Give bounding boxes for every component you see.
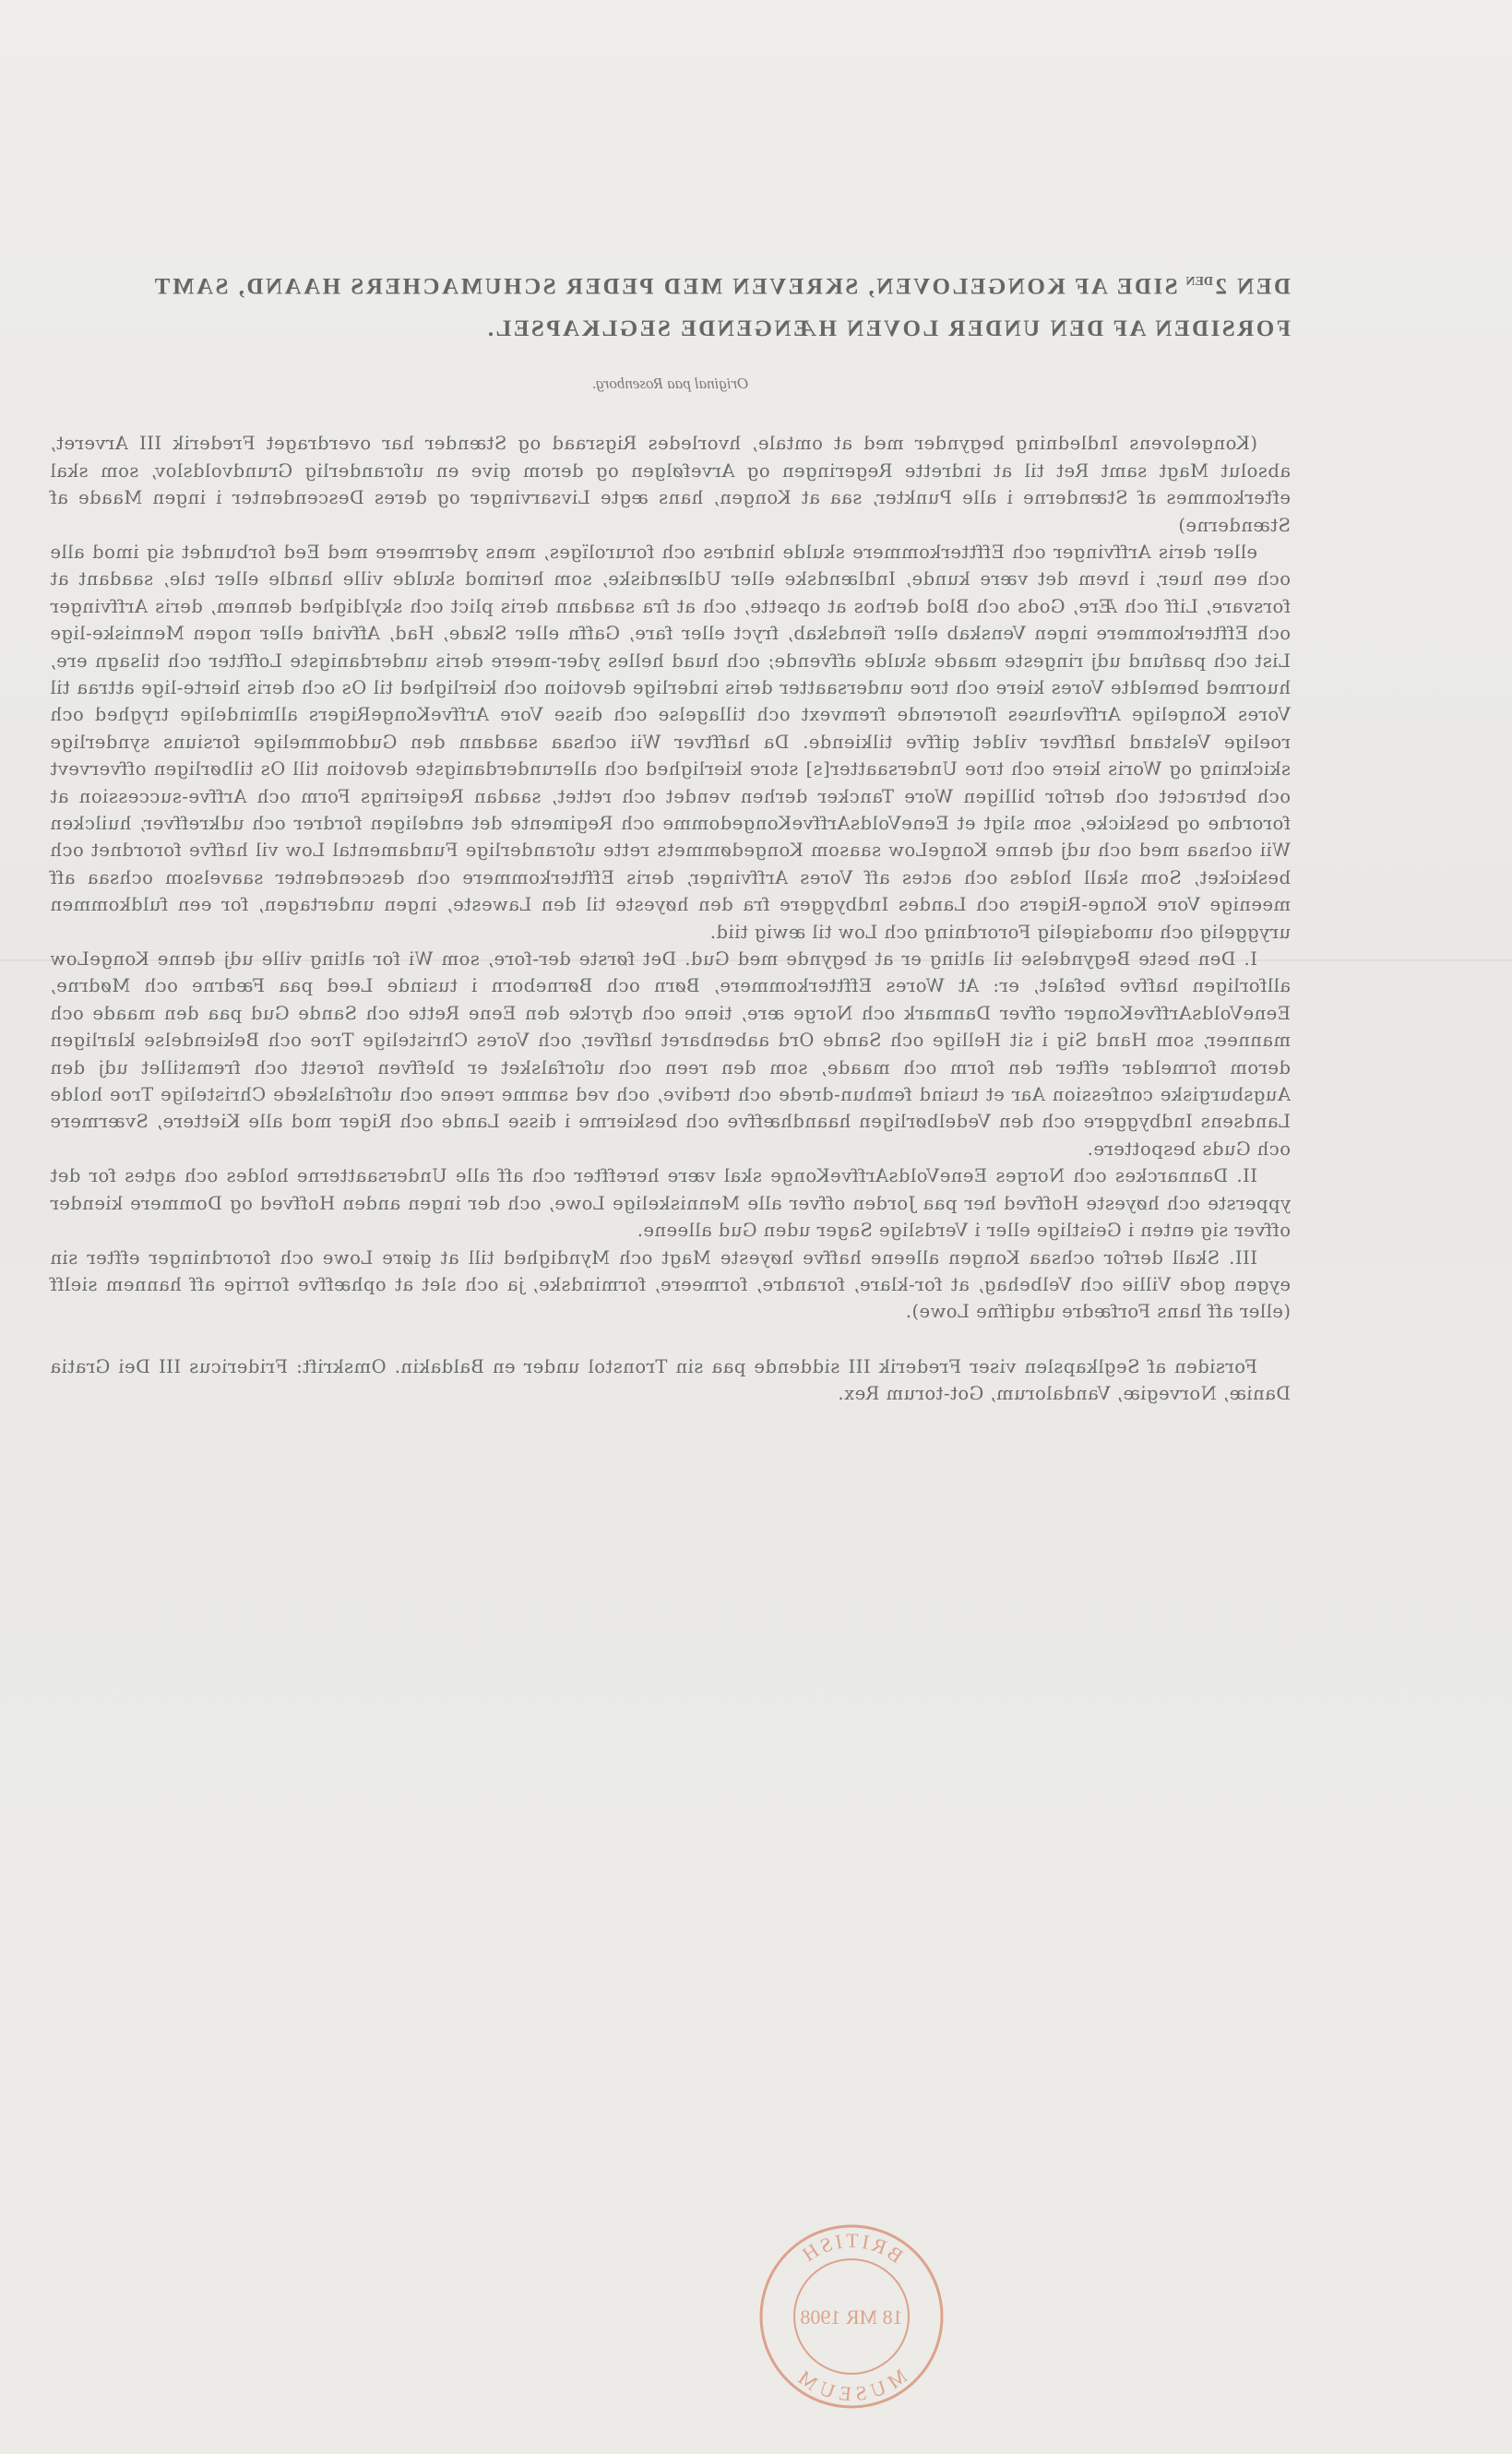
british-museum-stamp <box>755 2220 948 2413</box>
paragraph-preamble: eller deris Arffvinger och Efftterkommere skulde hindres och forurolïges, mens ydermeere med Eed forbundet sig imod alle och een huer, i hvem det være kunde, Indlændske eller Udlændiske, som herimod skulde ville handle eller tale, saadant at forsvare, Liff och Ære, Gods och Blod derhos at opsette, och at fra saadann deris plict och skyldighed dennem, deris Arffvinger och Efftterkommere ingen Venskab eller fiendskab, fryct eller fare, Gaffn eller Skade, Had, Affvind eller nogen Menniske-lige List och paafund udj ringeste maade skulde affvende; och huad helles yder-meere deris underdanigste Lofftter och tilsagn ere, huormed bemeldte Vores kiere och troe undersaatter deris inderlige devotion och kierlighed til Os och deris hierte-lige attraa til Vores Kongelige Arffvehuses florerende fremvext och tillagelse och disse Vore ArffveKongeRigers allmindelige tryghed och roelige Velstand hafftver vildet giffve tilkiende. Da hafftver Wii ochsaa saadann den Guddommelige forsiuns synderlige skickning og Woris kiere och troe Undersaatter[s] store kierlighed och allerunderdanigste devotion till Os tilbørligen offvervevt och betractet och derfor billigen Wore Tancker derhen vendet och rettet, saadan Regierings Form och Arffve-succession at forordne og beskicke, som sligt et EeneVoldsArffveKongedomme och Regimente det endeligen fordrer och udkreffver, huilcken Wii ochsaa med och udj denne KongeLow saasom Kongedømmets rette uforanderlige Fundamental Low vil haffve forordnet och beskicket, Som skall holdes och actes aff Vores Arffvinger, deris Efftterkommere och descendenter saavelsom ochsaa aff meenige Vore Konge-Rigers och Landes Indbyggere fra den høyeste til den Laweste, ingen undertagen, for een fuldkommen uryggelig och umodsigelig Forordning och Low til æwig tiid. <box>50 541 1291 943</box>
paragraph-article-2: II. Dannarckes och Norges EeneVoldsArffveKonge skal være hereffter och aff alle Undersaatterne holdes och agtes for det ypperste och høyeste Hoffved her paa Jorden offver alle Menniskelige Lowe, och der ingen anden Hoffved og Dommere kiender offver sig enten i Geistlige eller i Verdslige Sager uden Gud alleene. <box>50 1165 1291 1242</box>
heading-prefix: DEN 2 <box>1212 274 1291 300</box>
heading-rest: SIDE AF KONGELOVEN, SKREVEN MED PEDER SCHUMACHERS HAAND, SAMT FORSIDEN AF DEN UNDER LOVEN HÆNGENDE SEGLKAPSEL. <box>152 274 1291 342</box>
page-content <box>50 261 1291 1408</box>
stamp-bottom-text: MUSEUM <box>792 2364 911 2406</box>
document-body <box>50 430 1291 1325</box>
heading-superscript: DEN <box>1185 275 1213 289</box>
document-subtitle: Original paa Rosenborg. <box>591 375 749 393</box>
stamp-top-text: BRITISH <box>795 2228 908 2268</box>
stamp-date-text: 18 MR 1908 <box>800 2305 903 2329</box>
paragraph-article-1: I. Den beste Begyndelse til alting er at begynde med Gud. Det første der-fore, som Wi for alting ville udj denne KongeLow allforligen haffve befalet, er: At Wores Efftterkommere, Børn och Børneborn i tusinde Leed paa Fædrne och Mødrne, EeneVoldsArffveKonger offver Danmark och Norge ære, tiene och dyrcke den Eene Rette och Sande Gud paa den maade och manneer, som Hand Sig i sit Hellige och Sande Ord aabenbaret haffver, och Vores Christelige Troe och Bekiendelse klarligen derom formelder effter den form och maade, som den reen och uforfalsket er bleffven forestt och fremstillet udj den Augsburgiske confession Aar et tusind femhun-drede och tredive, och ved samme reene och uforfalskede Christelige Troe holde Landsens Indbyggere och den Vedelbørligen haandhæffve och beskierme i disse Lande och Riger mod alle Kiettere, Sværmere och Guds bespottere. <box>50 948 1291 1160</box>
paragraph-introduction: (Kongelovens Indledning begynder med at omtale, hvorledes Rigsraad og Stænder har overdraget Frederik III Arveret, absolut Magt samt Ret til at indrette Regeringen og Arvefølgen og derom give en uforanderlig Grundvoldslov, som skal efterkommes af Stænderne i alle Punkter, saa at Kongen, hans ægte Livsarvinger og deres Descendenter i ingen Maade af Stænderne) <box>50 433 1291 536</box>
document-heading <box>50 261 1291 351</box>
seal-obverse-note: Forsiden af Seglkapslen viser Frederik III siddende paa sin Tronstol under en Baldakin. Omskrift: Fridericus III Dei Gratia Daniæ, Norvegiæ, Vandalorum, Got-torum Rex. <box>50 1355 1291 1405</box>
paragraph-article-3: III. Skall derfor ochsaa Kongen alleene haffve høyeste Magt och Myndighed till at giøre Lowe och forordninger effter sin eygen gode Villie och Velbehag, at for-klare, forandre, formeere, formindske, ja och slet at ophæffve forrige aff hannem sielff (eller aff hans Forfædre udgiffne Lowe). <box>50 1246 1291 1323</box>
